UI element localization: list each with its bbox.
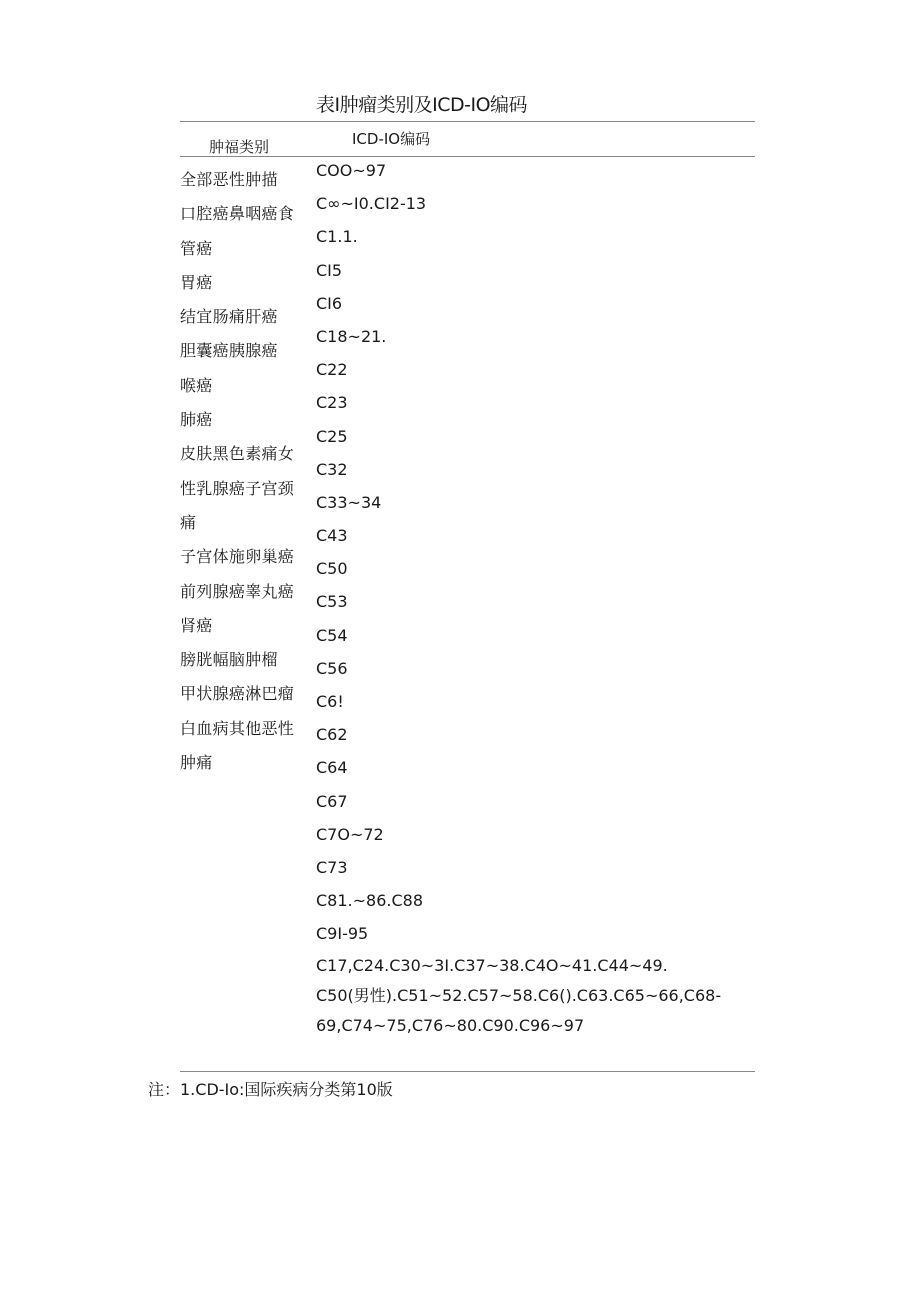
code-line: C22 <box>316 360 348 380</box>
header-category: 肿福类别 <box>209 138 270 156</box>
code-line: COO~97 <box>316 161 387 180</box>
category-line: 肿痛 <box>180 753 213 773</box>
code-line: C56 <box>316 658 348 678</box>
category-line: 子宫体施卵巢癌 <box>180 547 295 567</box>
code-line: C7O~72 <box>316 824 384 844</box>
code-column <box>316 154 426 951</box>
category-line: 结宜肠痛肝癌 <box>180 307 278 327</box>
category-line: 甲状腺癌淋巴瘤 <box>180 684 295 704</box>
code-line: C9I-95 <box>316 924 369 944</box>
code-line: C25 <box>316 426 348 446</box>
code-line: C18~21. <box>316 326 387 346</box>
category-line: 喉癌 <box>180 375 213 395</box>
category-line: 白血病其他恶性 <box>180 718 295 738</box>
other-code-line: 69,C74~75,C76~80.C90.C96~97 <box>316 1016 585 1035</box>
category-column <box>180 163 294 780</box>
code-line: C62 <box>316 725 348 745</box>
category-line: 皮肤黑色素痛女 <box>180 444 295 464</box>
category-line: 肺癌 <box>180 410 213 430</box>
table-bottom-rule <box>180 1071 755 1072</box>
category-line: 全部恶性肿描 <box>180 170 278 189</box>
code-line: C64 <box>316 758 348 778</box>
code-line: CI5 <box>316 260 343 280</box>
header-code: ICD-IO编码 <box>352 130 431 148</box>
code-line: C∞~I0.CI2-13 <box>316 194 427 214</box>
table-top-rule <box>180 121 755 122</box>
code-line: C73 <box>316 857 348 877</box>
code-line: C6! <box>316 692 344 711</box>
code-line: C32 <box>316 459 348 479</box>
code-line: C67 <box>316 791 348 811</box>
code-line: C33~34 <box>316 492 382 512</box>
category-line: 口腔癌鼻咽癌食 <box>180 204 295 224</box>
code-line: C1.1. <box>316 227 358 247</box>
other-code-line: C50(男性).C51~52.C57~58.C6().C63.C65~66,C68- <box>316 986 722 1005</box>
table-note: 注：1.CD-Io:国际疾病分类第10版 <box>148 1080 393 1099</box>
category-line: 痛 <box>180 512 197 532</box>
category-line: 胆囊癌胰腺癌 <box>180 341 278 361</box>
code-line: C81.~86.C88 <box>316 891 423 911</box>
category-line: 前列腺癌睾丸癌 <box>180 581 295 601</box>
table-header-rule <box>180 156 755 157</box>
category-line: 性乳腺癌子宫颈 <box>180 478 295 498</box>
category-line: 肾癌 <box>180 615 213 635</box>
other-codes-block <box>316 951 721 1041</box>
code-line: C43 <box>316 526 348 546</box>
code-line: C23 <box>316 393 348 413</box>
category-line: 膀胱幅脑肿榴 <box>180 650 278 670</box>
other-code-line: C17,C24.C30~3I.C37~38.C4O~41.C44~49. <box>316 956 668 975</box>
category-line: 管癌 <box>180 238 213 258</box>
category-line: 胃癌 <box>180 272 213 292</box>
code-line: C50 <box>316 559 348 579</box>
code-line: C54 <box>316 625 348 645</box>
code-line: C53 <box>316 592 348 612</box>
table-title: 表I肿瘤类别及ICD-IO编码 <box>316 94 528 116</box>
code-line: CI6 <box>316 293 343 313</box>
